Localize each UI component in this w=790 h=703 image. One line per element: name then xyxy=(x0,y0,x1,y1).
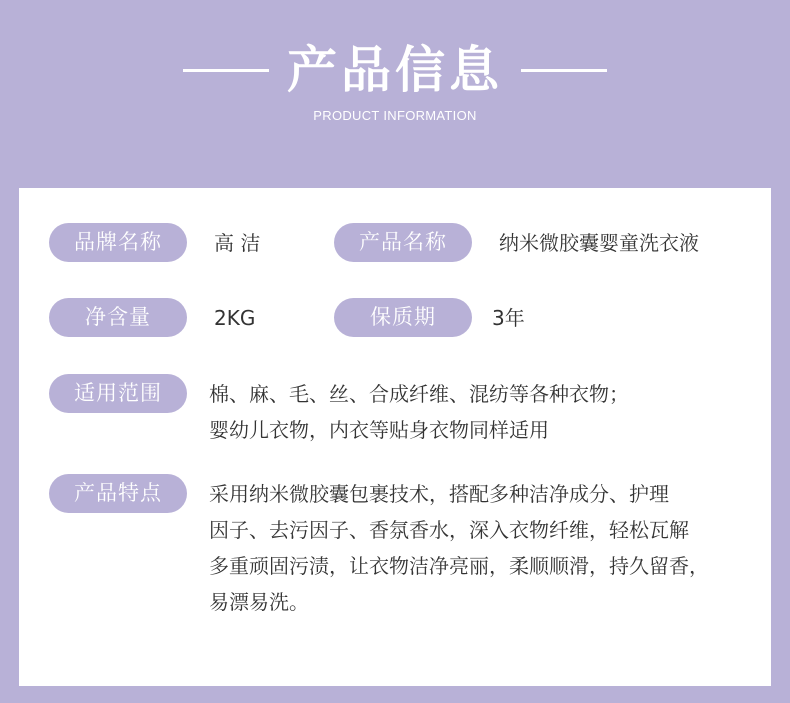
net-content-label: 净含量 xyxy=(49,298,187,337)
product-name-label: 产品名称 xyxy=(334,223,472,262)
page-title: 产品信息 xyxy=(287,41,503,99)
features-line: 因子、去污因子、香氛香水，深入衣物纤维，轻松瓦解 xyxy=(209,518,689,542)
features-line: 多重顽固污渍，让衣物洁净亮丽，柔顺顺滑，持久留香， xyxy=(209,554,709,578)
brand-value: 高 洁 xyxy=(214,231,261,255)
page-subtitle: PRODUCT INFORMATION xyxy=(313,108,477,123)
scope-label: 适用范围 xyxy=(49,374,187,413)
scope-text xyxy=(209,376,754,448)
features-text xyxy=(209,476,754,620)
features-line: 易漂易洗。 xyxy=(209,590,309,614)
net-content-value: 2KG xyxy=(214,306,256,330)
title-row xyxy=(0,38,790,102)
scope-line: 婴幼儿衣物，内衣等贴身衣物同样适用 xyxy=(209,418,549,442)
shelf-life-label: 保质期 xyxy=(334,298,472,337)
shelf-life-value: 3年 xyxy=(492,306,525,330)
brand-label: 品牌名称 xyxy=(49,223,187,262)
features-line: 采用纳米微胶囊包裹技术，搭配多种洁净成分、护理 xyxy=(209,482,669,506)
info-card xyxy=(19,188,771,686)
title-left-rule xyxy=(183,69,269,72)
features-label: 产品特点 xyxy=(49,474,187,513)
scope-line: 棉、麻、毛、丝、合成纤维、混纺等各种衣物； xyxy=(209,382,629,406)
header xyxy=(0,0,790,188)
product-name-value: 纳米微胶囊婴童洗衣液 xyxy=(499,231,699,255)
title-right-rule xyxy=(521,69,607,72)
